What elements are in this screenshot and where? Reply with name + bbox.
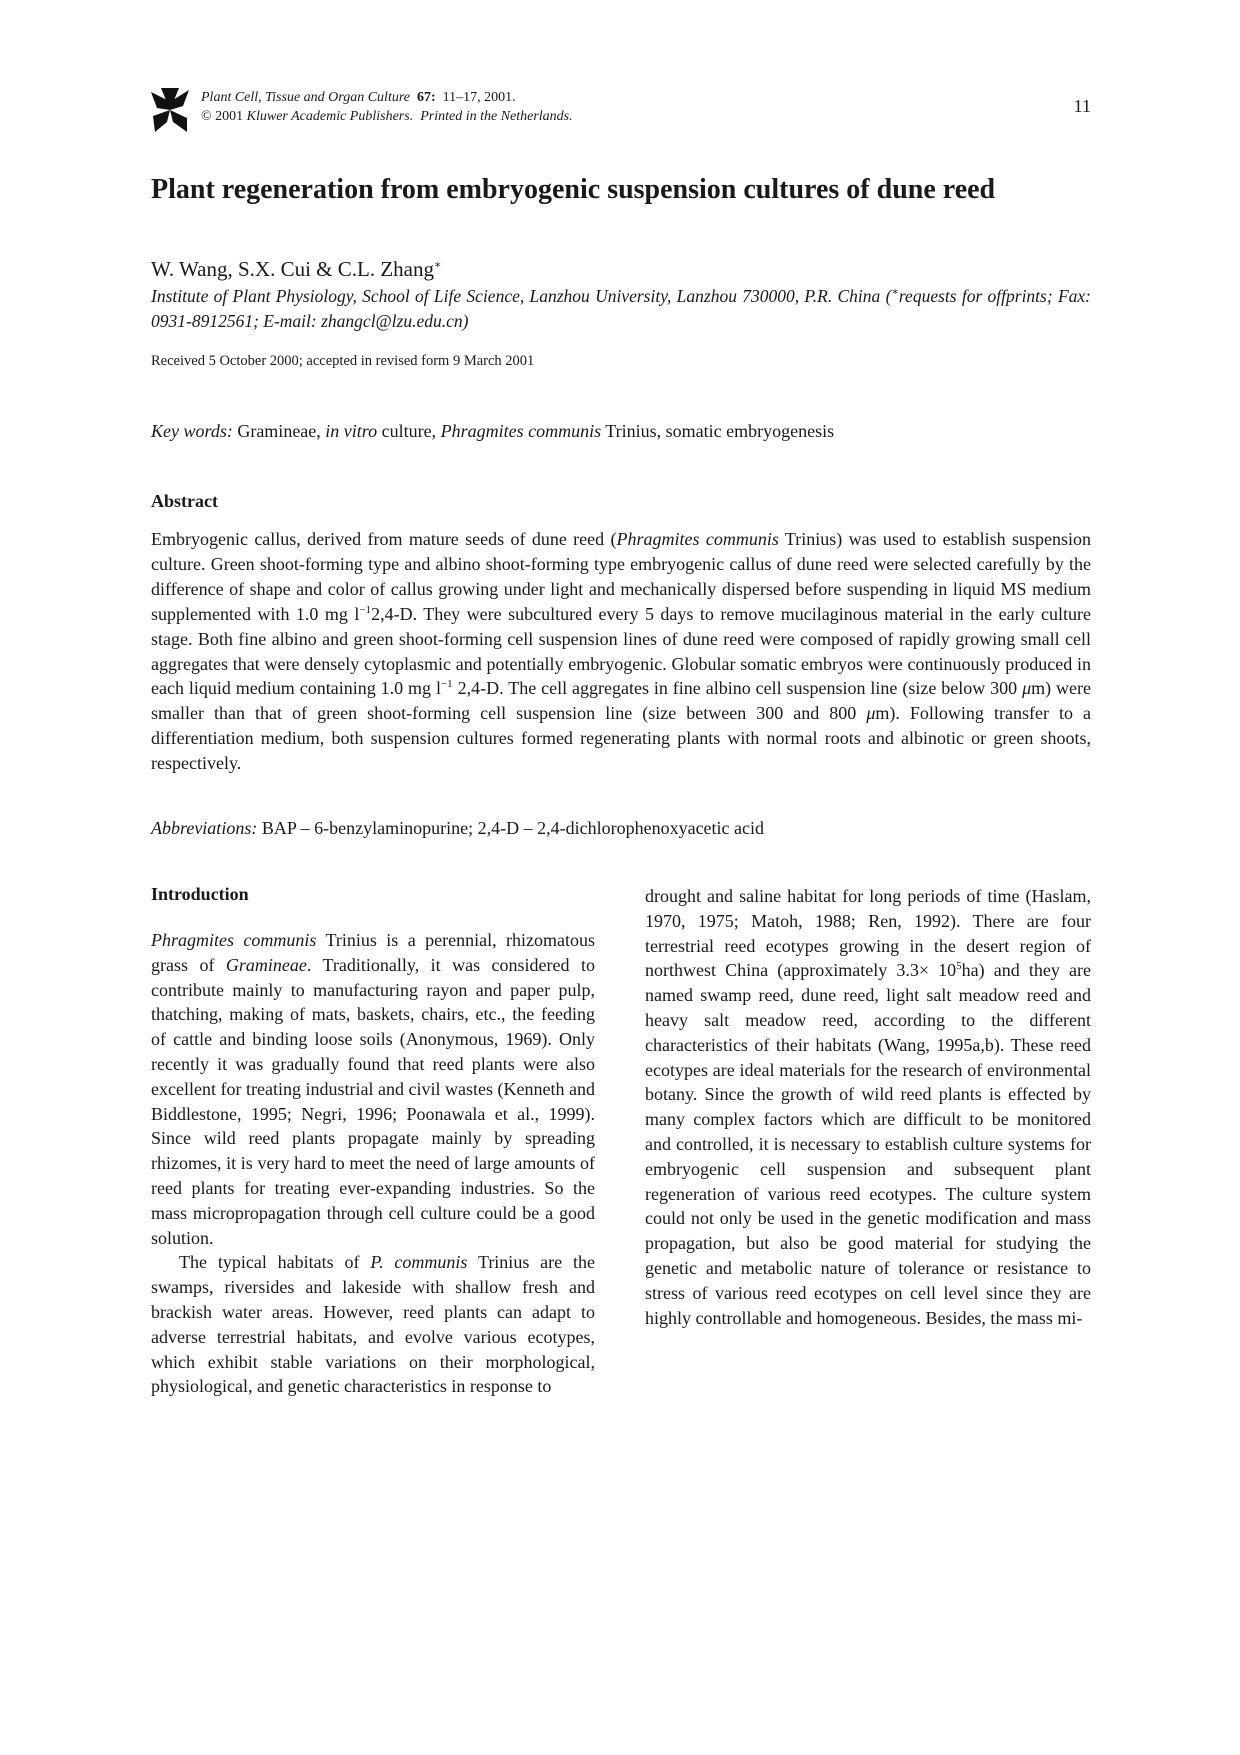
abstract-heading: Abstract bbox=[151, 491, 218, 511]
publisher-logo-icon bbox=[151, 88, 189, 132]
intro-paragraph-2-continued: drought and saline habitat for long periods of time (Haslam, 1970, 1975; Matoh, 1988; Ren, 1992). There are four terrestrial reed ecotypes growing in the desert region of northwest China (approximately $3.3\times 10^5ha$) and they are named swamp reed, dune reed, light salt meadow reed and heavy salt meadow reed, according to the different characteristics of their habitats (Wang, 1995a,b). These reed ecotypes are ideal materials for the research of environmental botany. Since the growth of wild reed plants is effected by many complex factors which are difficult to be monitored and controlled, it is necessary to establish culture systems for embryogenic cell suspension and subsequent plant regeneration of various reed ecotypes. The culture system could not only be used in the genetic modification and mass propagation, but also be good material for studying the genetic and metabolic nature of tolerance or resistance to stress of various reed ecotypes on cell level since they are highly controllable and homogeneous. Besides, the mass mi- bbox=[645, 886, 1092, 1328]
journal-header bbox=[151, 88, 1091, 132]
left-column bbox=[151, 884, 595, 1399]
abbreviations: Abbreviations: BAP – 6-benzylaminopurine; 2,4-D – 2,4-dichlorophenoxyacetic acid bbox=[151, 818, 765, 838]
right-column bbox=[645, 884, 1091, 1330]
keywords: Key words: Gramineae, in vitro culture, Phragmites communis Trinius, somatic embryogenesis bbox=[151, 421, 835, 441]
journal-citation: Plant Cell, Tissue and Organ Culture 67: 11–17, 2001. © 2001 Kluwer Academic Publishers. Printed in the Netherlands. bbox=[201, 90, 573, 124]
author-list: W. Wang, S.X. Cui & C.L. Zhang∗ bbox=[151, 257, 442, 281]
introduction-heading: Introduction bbox=[151, 884, 249, 904]
paper-title: Plant regeneration from embryogenic suspension cultures of dune reed bbox=[151, 174, 996, 205]
intro-paragraph-1: Phragmites communis Trinius is a perennial, rhizomatous grass of Gramineae. Traditionally, it was considered to contribute mainly to manufacturing rayon and paper pulp, thatching, making of mats, baskets, chairs, etc., the feeding of cattle and binding loose soils (Anonymous, 1969). Only recently it was gradually found that reed plants were also excellent for treating industrial and civil wastes (Kenneth and Biddlestone, 1995; Negri, 1996; Poonawala et al., 1999). Since wild reed plants propagate mainly by spreading rhizomes, it is very hard to meet the need of large amounts of reed plants for treating ever-expanding industries. So the mass micropropagation through cell culture could be a good solution. bbox=[151, 930, 595, 1248]
abstract-body: Embryogenic callus, derived from mature seeds of dune reed (Phragmites communis Trinius) was used to establish suspension culture. Green shoot-forming type and albino shoot-forming type embryogenic callus of dune reed were selected carefully by the difference of shape and color of callus growing under light and mechanically dispersed before suspending in liquid MS medium supplemented with 1.0 mg $l^{-1}2,4-D$. They were subcultured every 5 days to remove mucilaginous material in the early culture stage. Both fine albino and green shoot-forming cell suspension lines of dune reed were composed of rapidly growing small cell aggregates that were densely cytoplasmic and potentially embryogenic. Globular somatic embryos were continuously produced in each liquid medium containing 1.0 mg $l^{-1}$ 2,4-D. The cell aggregates in fine albino cell suspension line (size below 300 μm) were smaller than that of green shoot-forming cell suspension line (size between 300 and 800 μm). Following transfer to a differentiation medium, both suspension cultures formed regenerating plants with normal roots and albinotic or green shoots, respectively. bbox=[151, 529, 1092, 774]
received-dates: Received 5 October 2000; accepted in revised form 9 March 2001 bbox=[151, 353, 535, 369]
author-affiliation: Institute of Plant Physiology, School of Life Science, Lanzhou University, Lanzhou 730000, P.R. China (∗requests for offprints; Fax: 0931-8912561; E-mail: zhangcl@lzu.edu.cn) bbox=[151, 286, 1091, 331]
intro-paragraph-2: The typical habitats of P. communis Trinius are the swamps, riversides and lakeside with shallow fresh and brackish water areas. However, reed plants can adapt to adverse terrestrial habitats, and evolve various ecotypes, which exhibit stable variations on their morphological, physiological, and genetic characteristics in response to bbox=[151, 1252, 595, 1397]
page-number: 11 bbox=[1073, 96, 1091, 116]
